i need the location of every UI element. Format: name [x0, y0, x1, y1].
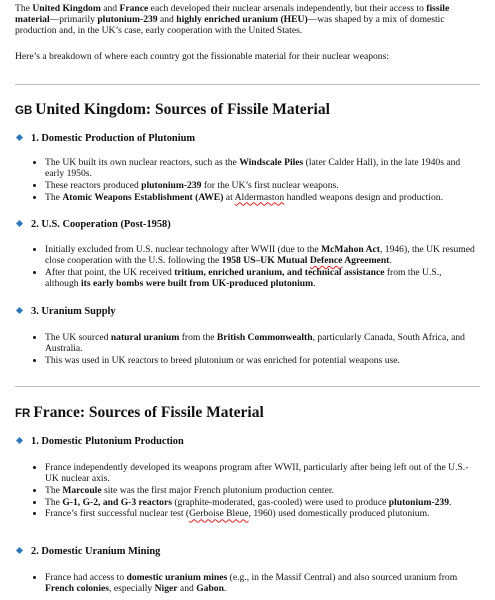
- list-item: [45, 192, 477, 203]
- fr-title-text: France: Sources of Fissile Material: [33, 404, 264, 421]
- bold-text: Agreement: [342, 255, 390, 267]
- text-run: , 1960) used domestically produced plutonium.: [248, 508, 430, 520]
- text-run: at: [223, 191, 235, 203]
- fr-uranium-mining-list: [45, 572, 477, 595]
- bold-text: plutonium-239: [141, 179, 202, 191]
- text-run: from the: [179, 332, 217, 343]
- list-item: [45, 244, 477, 266]
- text-run: The UK built its own nuclear reactors, such as the: [45, 157, 240, 168]
- bold-text: natural uranium: [110, 332, 180, 343]
- bold-text: British Commonwealth: [216, 332, 313, 343]
- bold-text: plutonium-239: [97, 14, 158, 26]
- text-run: for the UK’s first nuclear weapons.: [201, 179, 339, 191]
- text-run: .: [389, 255, 392, 267]
- uk-subsection-label: 1. Domestic Production of Plutonium: [31, 133, 196, 144]
- fr-subsection-label: 2. Domestic Uranium Mining: [31, 546, 161, 557]
- spellcheck-flagged-text: Gerboise Bleue: [189, 508, 249, 520]
- text-run: France independently developed its weapons program after WWII, particularly after being left out of the U.S.-UK nuclear axis.: [45, 462, 469, 485]
- uk-plutonium-list: [45, 157, 477, 203]
- uk-subsection-heading: [17, 219, 171, 231]
- list-item: [45, 572, 477, 594]
- uk-flag-code: GB: [15, 105, 33, 117]
- bold-text: tritium, enriched uranium, and technical assistance: [174, 266, 385, 278]
- france-section-title: [15, 404, 264, 423]
- bold-text: fissile material: [15, 3, 450, 26]
- spellcheck-flagged-text: Defence: [309, 255, 343, 267]
- diamond-bullet-icon: [16, 307, 23, 314]
- text-run: After that point, the UK received: [45, 266, 175, 278]
- text-run: .: [313, 278, 316, 290]
- list-item: [45, 355, 477, 366]
- list-item: [45, 508, 477, 519]
- fr-plutonium-list: [45, 462, 477, 520]
- uk-title-text: United Kingdom: Sources of Fissile Material: [35, 101, 330, 118]
- bold-text: McMahon Act: [321, 244, 380, 255]
- text-run: .: [449, 496, 452, 508]
- text-run: —was shaped by a mix of domestic production and, in the UK’s case, early cooperation with the United States.: [15, 14, 445, 37]
- text-run: site was the first major French plutonium production center.: [101, 484, 334, 496]
- bold-text: 1958 US–UK Mutual: [221, 255, 310, 267]
- bold-text: Windscale Piles: [239, 157, 304, 168]
- text-run: The: [45, 496, 63, 508]
- text-run: This was used in UK reactors to breed plutonium or was enriched for potential weapons use.: [45, 354, 400, 366]
- text-run: and: [100, 3, 120, 14]
- uk-uranium-list: [45, 332, 477, 367]
- uk-subsection-label: 3. Uranium Supply: [31, 306, 116, 317]
- text-run: France’s first successful nuclear test (: [45, 508, 190, 520]
- text-run: (e.g., in the Massif Central) and also sourced uranium from: [227, 572, 458, 583]
- list-item: [45, 157, 477, 179]
- uk-subsection-label: 2. U.S. Cooperation (Post-1958): [31, 219, 171, 230]
- bold-text: highly enriched uranium (HEU): [176, 14, 308, 26]
- bold-text: United Kingdom: [32, 3, 101, 14]
- spellcheck-flagged-text: Aldermaston: [234, 191, 285, 203]
- diamond-bullet-icon: [16, 220, 23, 227]
- bold-text: domestic uranium mines: [126, 572, 228, 583]
- fr-subsection-heading: [17, 436, 184, 448]
- text-run: , 1946), the UK resumed close cooperation with the U.S. following the: [45, 244, 475, 267]
- text-run: The: [45, 191, 63, 203]
- bold-text: Gabon: [196, 583, 224, 595]
- fr-subsection-label: 1. Domestic Plutonium Production: [31, 436, 184, 447]
- intro-paragraph: [15, 3, 480, 37]
- text-run: These reactors produced: [45, 179, 142, 191]
- list-item: [45, 462, 477, 484]
- text-run: , especially: [109, 583, 155, 595]
- section-divider: [15, 386, 480, 387]
- text-run: The: [15, 3, 33, 14]
- text-run: and: [177, 583, 197, 595]
- text-run: The UK sourced: [45, 332, 111, 343]
- uk-section-title: [15, 101, 330, 120]
- bold-text: Marcoule: [62, 484, 102, 496]
- fr-flag-code: FR: [15, 408, 31, 420]
- text-run: handled weapons design and production.: [284, 191, 443, 203]
- bold-text: plutonium-239: [388, 496, 450, 508]
- diamond-bullet-icon: [16, 134, 23, 141]
- text-run: each developed their nuclear arsenals independently, but their access to: [148, 3, 427, 14]
- diamond-bullet-icon: [16, 437, 23, 444]
- text-run: (later Calder Hall), in the late 1940s and early 1950s.: [45, 157, 461, 180]
- uk-us-cooperation-list: [45, 244, 477, 290]
- diamond-bullet-icon: [16, 547, 23, 554]
- text-run: (graphite-moderated, gas-cooled) were used to produce: [171, 496, 389, 508]
- text-run: —primarily: [49, 14, 98, 26]
- fr-subsection-heading: [17, 546, 160, 558]
- text-run: .: [223, 583, 227, 595]
- list-item: [45, 180, 477, 191]
- section-divider: [15, 84, 480, 85]
- bold-text: G-1, G-2, and G-3 reactors: [62, 496, 172, 508]
- list-item: [45, 497, 477, 508]
- list-item: [45, 485, 477, 496]
- intro-breakdown-paragraph: Here’s a breakdown of where each country got the fissionable material for their nuclear weapons:: [15, 51, 390, 62]
- uk-subsection-heading: [17, 133, 195, 145]
- bold-text: French colonies: [45, 583, 110, 595]
- bold-text: its early bombs were built from UK-produced plutonium: [80, 278, 314, 290]
- text-run: from the U.S., although: [45, 266, 442, 290]
- bold-text: France: [119, 3, 149, 14]
- bold-text: Niger: [154, 583, 178, 595]
- text-run: and: [157, 14, 177, 26]
- text-run: France had access to: [45, 572, 127, 583]
- list-item: [45, 332, 477, 354]
- uk-subsection-heading: [17, 306, 116, 318]
- text-run: The: [45, 484, 63, 496]
- text-run: , particularly Canada, South Africa, and Australia.: [45, 332, 465, 355]
- text-run: Initially excluded from U.S. nuclear technology after WWII (due to the: [45, 244, 322, 255]
- list-item: [45, 267, 477, 289]
- bold-text: Atomic Weapons Establishment (AWE): [62, 191, 224, 203]
